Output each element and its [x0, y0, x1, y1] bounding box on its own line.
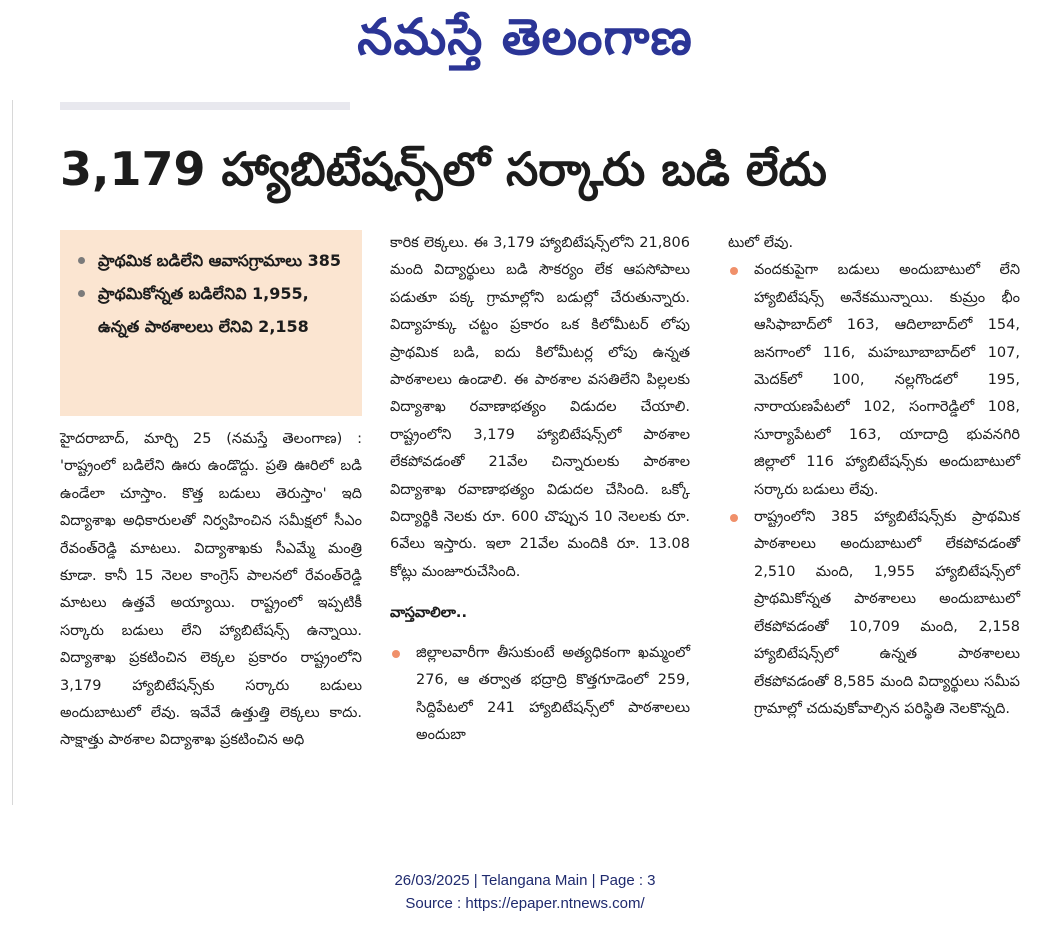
orange-bullet-icon: [730, 267, 738, 275]
highlight-text: ప్రాథమికోన్నత బడిలేనివి 1,955, ఉన్నత పాఠశాలలు లేనివి 2,158: [98, 284, 309, 336]
section-subheading: వాస్తవాలిలా..: [390, 605, 467, 622]
footer-edition-info: 26/03/2025 | Telangana Main | Page : 3: [394, 872, 656, 889]
bullet-paragraph: [390, 640, 690, 750]
bullet-text: రాష్ట్రంలోని 385 హ్యాబిటేషన్స్‌కు ప్రాథమిక పాఠశాలలు అందుబాటులో లేకపోవడంతో 2,510 మంది, 1,955 హ్యాబిటేషన్స్‌లో ప్రాథమికోన్నత పాఠశాలలు అందుబాటులో లేకపోవడంతో 10,709 మంది, 2,158 హ్యాబిటేషన్స్‌లో ఉన్నత పాఠశాలలు లేకపోవడంతో 8,585 మంది విద్యార్థులు సమీప గ్రామాల్లో చదువుకోవాల్సిన పరిస్థితి నెలకొన్నది.: [754, 509, 1020, 717]
article-column-2: [390, 230, 690, 749]
highlight-item: [78, 244, 352, 277]
bullet-dot-icon: [78, 257, 85, 264]
column-2-text: కారిక లెక్కలు. ఈ 3,179 హ్యాబిటేషన్స్‌లోని 21,806 మంది విద్యార్థులు బడి సౌకర్యం లేక ఆపసోపాలు పడుతూ పక్క గ్రామాల్లోని బడుల్లో చేరుతున్నారు. విద్యాహక్కు చట్టం ప్రకారం ఒక కిలోమీటర్ లోపు ప్రాథమిక బడి, ఐదు కిలోమీటర్ల లోపు ఉన్నత పాఠశాలలు ఉండాలి. ఈ పాఠశాల వసతిలేని పిల్లలకు విద్యాశాఖ రవాణాభత్యం విడుదల చేయాలి. రాష్ట్రంలోని 3,179 హ్యాబిటేషన్స్‌లో పాఠశాల లేకపోవడంతో 21వేల చిన్నారులకు పాఠశాల విద్యాశాఖ రవాణాభత్యం విడుదల చేసింది. ఒక్కో విద్యార్థికి నెలకు రూ. 600 చొప్పున 10 నెలలకు రూ. 6వేలు ఇస్తారు. ఇలా 21వేల మందికి రూ. 13.08 కోట్లు మంజూరుచేసింది.: [390, 235, 690, 580]
orange-bullet-icon: [730, 514, 738, 522]
bullet-paragraph: [728, 257, 1020, 504]
article-column-3: [728, 230, 1020, 723]
article-headline: 3,179 హ్యాబిటేషన్స్‌లో సర్కారు బడి లేదు: [60, 142, 827, 196]
column-1-text: హైదరాబాద్, మార్చి 25 (నమస్తే తెలంగాణ) : 'రాష్ట్రంలో బడిలేని ఊరు ఉండొద్దు. ప్రతి ఊరిలో బడి ఉండేలా చూస్తాం. కొత్త బడులు తెరుస్తాం' ఇది విద్యాశాఖ అధికారులతో నిర్వహించిన సమీక్షలో సీఎం రేవంత్‌రెడ్డి మాటలు. విద్యాశాఖకు సీఎమ్మే మంత్రి కూడా. కానీ 15 నెలల కాంగ్రెస్ పాలనలో రేవంత్‌రెడ్డి మాటలు ఉత్తవే అయ్యాయి. రాష్ట్రంలో ఇప్పటికీ సర్కారు బడులు లేని హ్యాబిటేషన్స్ ఉన్నాయి. విద్యాశాఖ ప్రకటించిన లెక్కల ప్రకారం రాష్ట్రంలోని 3,179 హ్యాబిటేషన్స్‌కు సర్కారు బడులు అందుబాటులో లేవు. ఇవేవే ఉత్తుత్తి లెక్కలు కాదు. సాక్షాత్తు పాఠశాల విద్యాశాఖ ప్రకటించిన అధి: [60, 431, 362, 749]
article-column-1: [60, 426, 362, 755]
left-page-rule: [12, 100, 13, 805]
bullet-dot-icon: [78, 290, 85, 297]
column-3-intro: టులో లేవు.: [728, 235, 794, 251]
bullet-text: జిల్లాలవారీగా తీసుకుంటే అత్యధికంగా ఖమ్మంలో 276, ఆ తర్వాత భద్రాద్రి కొత్తగూడెంలో 259, సిద్దిపేటలో 241 హ్యాబిటేషన్స్‌లో పాఠశాలలు అందుబా: [416, 644, 690, 743]
orange-bullet-icon: [392, 650, 400, 658]
masthead-divider: [60, 102, 350, 110]
footer-source-link[interactable]: Source : https://epaper.ntnews.com/: [405, 895, 645, 912]
highlight-box: [60, 230, 362, 416]
highlight-text: ప్రాథమిక బడిలేని ఆవాసగ్రామాలు 385: [98, 251, 342, 270]
bullet-paragraph: [728, 504, 1020, 723]
newspaper-masthead: నమస్తే తెలంగాణ: [357, 8, 693, 66]
highlight-item: [78, 277, 352, 343]
bullet-text: వందకుపైగా బడులు అందుబాటులో లేని హ్యాబిటేషన్స్ అనేకమున్నాయి. కుమ్రం భీం ఆసిఫాబాద్‌లో 163, ఆదిలాబాద్‌లో 154, జనగాంలో 116, మహబూబాబాద్‌లో 107, మెదక్‌లో 100, నల్లగొండలో 195, నారాయణపేటలో 102, సంగారెడ్డిలో 108, సూర్యాపేటలో 163, యాదాద్రి భువనగిరి జిల్లాలో 116 హ్యాబిటేషన్స్‌కు అందుబాటులో సర్కారు బడులు లేవు.: [754, 262, 1020, 498]
